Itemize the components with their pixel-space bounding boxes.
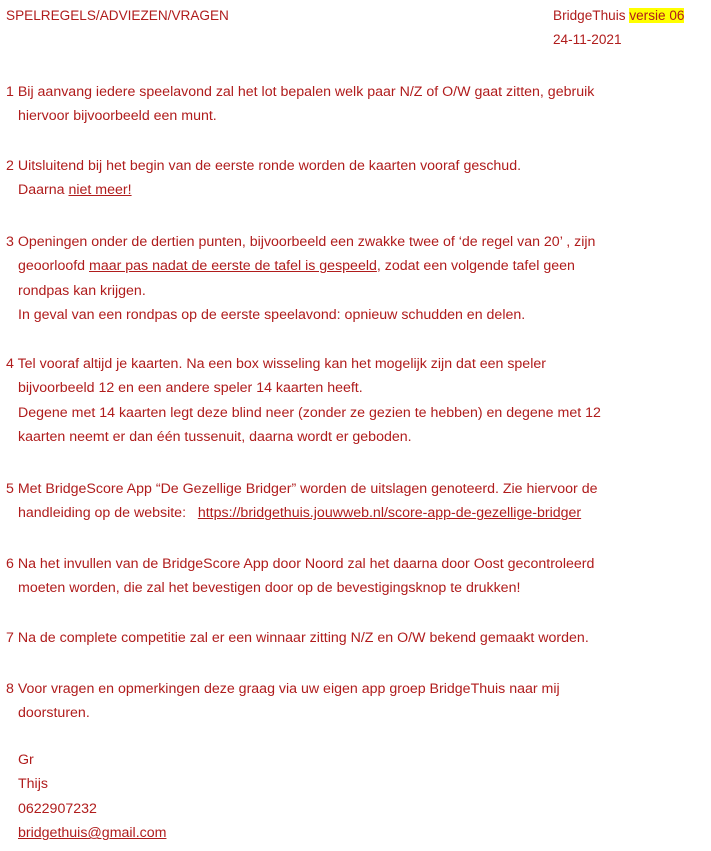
greeting: Gr xyxy=(18,752,34,768)
rule-line: 4 Tel vooraf altijd je kaarten. Na een box wisseling kan het mogelijk zijn dat een speler xyxy=(6,356,546,372)
document-title: SPELREGELS/ADVIEZEN/VRAGEN xyxy=(6,8,229,23)
rule-line: kaarten neemt er dan één tussenuit, daarna wordt er geboden. xyxy=(18,429,412,446)
underlined-text: maar pas nadat de eerste de tafel is gespeeld xyxy=(89,258,377,275)
document-date: 24-11-2021 xyxy=(553,32,622,48)
rule-line xyxy=(6,178,706,202)
rule-line: 7 Na de complete competitie zal er een winnaar zitting N/Z en O/W bekend gemaakt worden. xyxy=(6,630,589,646)
phone-number: 0622907232 xyxy=(18,800,97,817)
rule-line: 3 Openingen onder de dertien punten, bijvoorbeeld een zwakke twee of ‘de regel van 20’ , zijn xyxy=(6,234,596,250)
website-link[interactable]: https://bridgethuis.jouwweb.nl/score-app-de-gezellige-bridger xyxy=(197,505,582,522)
email-link[interactable]: bridgethuis@gmail.com xyxy=(18,825,167,842)
underlined-text: niet meer! xyxy=(68,182,132,199)
rule-line: 5 Met BridgeScore App “De Gezellige Bridger” worden de uitslagen genoteerd. Zie hiervoor de xyxy=(6,481,598,497)
rule-line: Degene met 14 kaarten legt deze blind neer (zonder ze gezien te hebben) en degene met 12 xyxy=(18,404,601,421)
rule-line xyxy=(6,254,706,278)
signer-name: Thijs xyxy=(18,776,48,793)
rule-4 xyxy=(6,352,706,450)
rule-text: Daarna xyxy=(18,182,69,199)
rule-line: In geval van een rondpas op de eerste speelavond: opnieuw schudden en delen. xyxy=(18,307,526,324)
rule-line xyxy=(6,501,706,525)
rule-line: 8 Voor vragen en opmerkingen deze graag via uw eigen app groep BridgeThuis naar mij xyxy=(6,681,560,697)
version-badge: versie 06 xyxy=(629,8,685,23)
signature-block xyxy=(18,748,166,846)
rule-line: hiervoor bijvoorbeeld een munt. xyxy=(18,108,217,125)
rule-7 xyxy=(6,626,706,650)
rule-line: rondpas kan krijgen. xyxy=(18,282,146,299)
rule-line: bijvoorbeeld 12 en een andere speler 14 kaarten heeft. xyxy=(18,380,363,397)
rule-line: 2 Uitsluitend bij het begin van de eerste ronde worden de kaarten vooraf geschud. xyxy=(6,158,522,174)
rule-3 xyxy=(6,230,706,328)
rule-5 xyxy=(6,477,706,526)
rule-text: , zodat een volgende tafel geen xyxy=(376,258,575,275)
rule-line: 1 Bij aanvang iedere speelavond zal het lot bepalen welk paar N/Z of O/W gaat zitten, gebruik xyxy=(6,84,595,100)
rule-8 xyxy=(6,677,706,726)
rule-text: handleiding op de website: xyxy=(18,505,198,522)
header-meta xyxy=(553,4,711,53)
rule-line: doorsturen. xyxy=(18,705,90,722)
rule-2 xyxy=(6,154,706,203)
rule-line: moeten worden, die zal het bevestigen door op de bevestigingsknop te drukken! xyxy=(18,580,521,597)
rule-line: 6 Na het invullen van de BridgeScore App door Noord zal het daarna door Oost gecontroleerd xyxy=(6,556,595,572)
rule-1 xyxy=(6,80,706,129)
rule-6 xyxy=(6,552,706,601)
brand-name: BridgeThuis xyxy=(553,8,630,23)
rule-text: geoorloofd xyxy=(18,258,89,275)
